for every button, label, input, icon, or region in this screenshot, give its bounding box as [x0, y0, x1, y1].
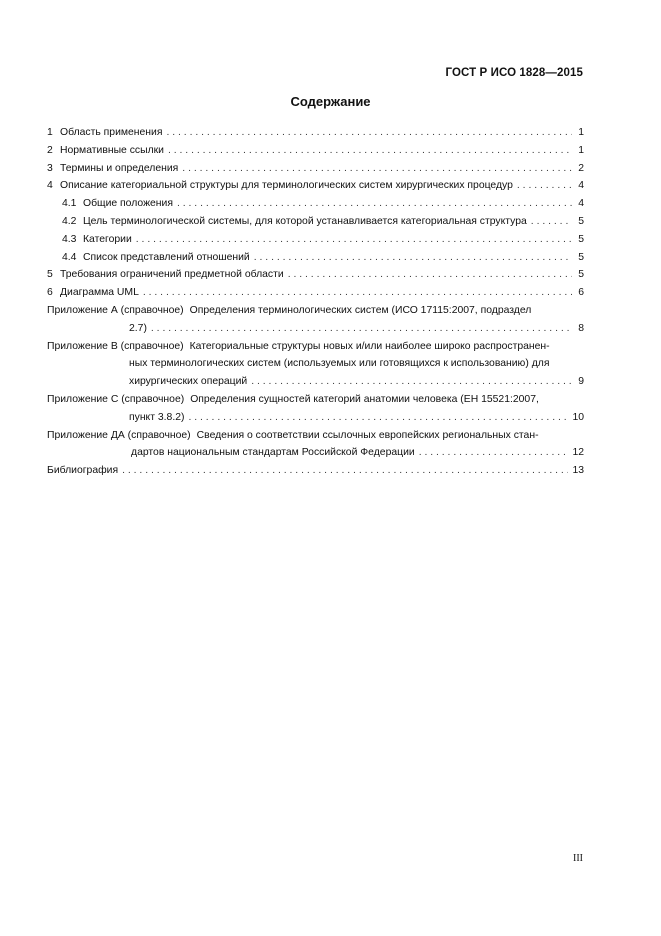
dot-leader — [177, 195, 572, 213]
appendix-title-cont: дартов национальным стандартам Российской Федерации — [131, 447, 415, 459]
toc-subentry[interactable] — [47, 249, 584, 267]
toc-appendix[interactable] — [47, 302, 584, 338]
appendix-title-cont: хирургических операций — [129, 376, 248, 388]
toc-page: 12 — [572, 447, 584, 459]
toc-page: 13 — [572, 465, 584, 477]
dot-leader — [188, 409, 568, 427]
dot-leader — [254, 249, 572, 267]
toc-text: Описание категориальной структуры для терминологических систем хирургических процедур — [60, 180, 513, 192]
toc-appendix[interactable] — [47, 427, 584, 463]
dot-leader — [136, 231, 572, 249]
page-number: III — [573, 853, 583, 864]
toc-number: 4.2 — [62, 215, 77, 227]
page-title: Содержание — [290, 94, 371, 109]
toc-number: 4.1 — [62, 198, 77, 210]
toc-page: 5 — [578, 251, 584, 263]
toc-page: 5 — [578, 215, 584, 227]
dot-leader — [251, 373, 572, 391]
appendix-title: Сведения о соответствии ссылочных европейских региональных стан- — [196, 429, 539, 441]
toc-text: Список представлений отношений — [83, 251, 250, 263]
toc-number: 6 — [47, 287, 53, 299]
appendix-label: Приложение А (справочное) — [47, 304, 184, 316]
dot-leader — [419, 444, 569, 462]
toc-number: 4.4 — [62, 251, 77, 263]
toc-subentry[interactable] — [47, 231, 584, 249]
toc-page: 1 — [578, 144, 584, 156]
toc-page: 2 — [578, 162, 584, 174]
toc-page: 4 — [578, 198, 584, 210]
bibliography-text: Библиография — [47, 465, 119, 477]
toc-text: Общие положения — [83, 198, 173, 210]
dot-leader — [531, 213, 572, 231]
toc-text: Категории — [83, 233, 132, 245]
toc-number: 4.3 — [62, 233, 77, 245]
appendix-label: Приложение ДА (справочное) — [47, 429, 191, 441]
toc-appendix[interactable] — [47, 338, 584, 391]
toc-text: Термины и определения — [60, 162, 179, 174]
appendix-title-cont: пункт 3.8.2) — [129, 411, 185, 423]
dot-leader — [151, 320, 572, 338]
toc-page: 5 — [578, 233, 584, 245]
toc-page: 4 — [578, 180, 584, 192]
toc-text: Область применения — [60, 127, 163, 138]
toc-page: 9 — [578, 376, 584, 388]
appendix-label: Приложение В (справочное) — [47, 340, 184, 352]
toc-page: 5 — [578, 269, 584, 281]
toc-number: 2 — [47, 144, 53, 156]
appendix-label: Приложение С (справочное) — [47, 393, 185, 405]
dot-leader — [143, 284, 572, 302]
toc-number: 4 — [47, 180, 53, 192]
toc-page: 6 — [578, 287, 584, 299]
toc-subentry[interactable] — [47, 195, 584, 213]
dot-leader — [517, 177, 572, 195]
dot-leader — [182, 160, 572, 178]
toc-bibliography[interactable] — [47, 462, 584, 480]
dot-leader — [288, 266, 572, 284]
appendix-title-cont: ных терминологических систем (используемых или готовящихся к использованию) для — [129, 358, 550, 370]
toc-text: Диаграмма UML — [60, 287, 139, 299]
table-of-contents — [47, 124, 584, 480]
toc-entry[interactable] — [47, 284, 584, 302]
toc-entry[interactable] — [47, 160, 584, 178]
toc-number: 1 — [47, 127, 53, 138]
toc-text: Цель терминологической системы, для которой устанавливается категориальная структура — [83, 215, 527, 227]
toc-page: 10 — [572, 411, 584, 423]
toc-page: 8 — [578, 322, 584, 334]
appendix-title: Определения сущностей категорий анатомии человека (ЕН 15521:2007, — [190, 393, 539, 405]
dot-leader — [168, 142, 572, 160]
toc-entry[interactable] — [47, 142, 584, 160]
dot-leader — [122, 462, 568, 480]
appendix-title: Категориальные структуры новых и/или наиболее широко распространен- — [189, 340, 550, 352]
toc-page: 1 — [578, 127, 584, 138]
toc-entry[interactable] — [47, 177, 584, 195]
toc-text: Требования ограничений предметной области — [60, 269, 284, 281]
appendix-title: Определения терминологических систем (ИСО 17115:2007, подраздел — [189, 304, 532, 316]
toc-text: Нормативные ссылки — [60, 144, 164, 156]
appendix-title-cont: 2.7) — [129, 322, 147, 334]
dot-leader — [166, 124, 572, 142]
toc-entry[interactable] — [47, 124, 584, 142]
toc-number: 3 — [47, 162, 53, 174]
toc-appendix[interactable] — [47, 391, 584, 427]
toc-number: 5 — [47, 269, 53, 281]
toc-subentry[interactable] — [47, 213, 584, 231]
toc-entry[interactable] — [47, 266, 584, 284]
document-header: ГОСТ Р ИСО 1828—2015 — [445, 67, 583, 79]
